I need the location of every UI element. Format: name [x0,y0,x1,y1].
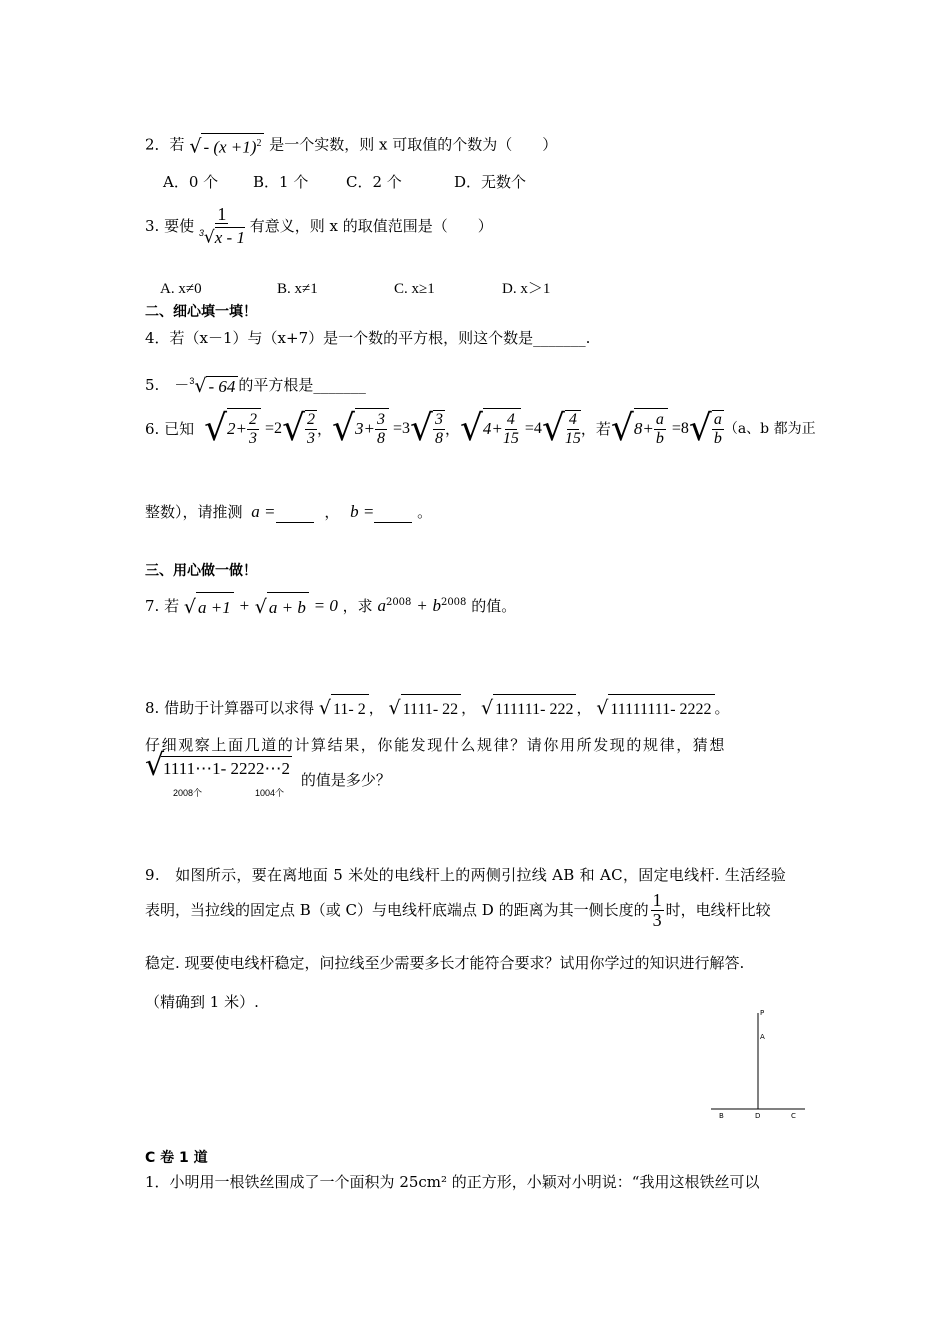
q2-option-b: B．1 个 [253,173,309,191]
label-p: P [760,1009,765,1017]
q2-radical: √ - $(x +1)^2$ [189,133,264,158]
q8-line2: 仔细观察上面几道的计算结果，你能发现什么规律？请你用所发现的规律，猜想 [145,736,727,754]
c1-stem: 1．小明用一根铁丝围成了一个面积为 25cm² 的正方形，小颖对小明说：“我用这根铁丝可以 [145,1173,760,1191]
q8-stem: 8. 借助于计算器可以求得 √ 11- 2 ， √ 1111- 22 ， √ 111111- 222 ， √ 11111111- 2222 。 [145,693,730,725]
q4-stem: 4．若（x－1）与（x+7）是一个数的平方根，则这个数是_______. [145,329,591,347]
q8-line3: √ 1111⋯1- 2222⋯2 2008个 1004个 的值是多少？ [145,748,391,798]
q2-options [163,172,526,192]
label-c: C [791,1112,796,1120]
pole-diagram [705,1005,815,1130]
q6-stem: 6. 已知 √ 2 + $\frac{2}{3}$ =2 √ $\frac{2}{3}$ ， √ 3 + $\frac{3}{8}$ =3 √ $\frac{3}{8}$ ， √ 4 + $\frac{4}{15}$ =4 √ $\frac{4}{15}$ ，若 √ 8 + $\frac{a}{b}$ =8 √ $\frac{a}{b}$ （a、b 都为正 [145,407,816,449]
q9-line2: 表明，当拉线的固定点 B（或 C）与电线杆底端点 D 的距离为其一侧长度的 $\frac{1}{3}$ 时，电线杆比较 [145,889,771,930]
q3-stem: 3. 要使 $\frac{1}{^3√x - 1}$ 有意义，则 x 的取值范围是（ ） [145,204,493,248]
q6-line2: 整数），请推测 a = ， b = 。 [145,502,433,521]
q7-stem: 7. 若 √ a +1 + √ a + b = 0 ，求 $a^{2008} + b^{2008}$ 的值。 [145,588,516,623]
q6-answer-a[interactable] [276,502,314,523]
q6-answer-b[interactable] [374,502,412,523]
q2-option-d: D．无数个 [454,173,527,191]
q3-options: A. x≠0 B. x≠1 C. x≥1 D. x＞1 [160,281,551,297]
q3-fraction: $\frac{1}{^3√x - 1}$ [198,204,245,248]
section-solve: 三、用心做一做！ [145,563,257,579]
section-c: C 卷 1 道 [145,1150,208,1166]
section-fill-in: 二、细心填一填！ [145,304,257,320]
q2-option-c: C．2 个 [346,173,402,191]
label-d: D [755,1112,761,1120]
label-b: B [719,1112,724,1120]
label-a: A [760,1033,765,1041]
q9-line1: 9. 如图所示，要在离地面 5 米处的电线杆上的两侧引拉线 AB 和 AC，固定电线杆. 生活经验 [145,866,787,884]
q2-option-a: A．0 个 [163,173,219,191]
q9-line4: （精确到 1 米）. [145,993,259,1011]
q9-line3: 稳定. 现要使电线杆稳定，问拉线至少需要多长才能符合要求？试用你学过的知识进行解答. [145,954,745,972]
q2-stem: 2．若 √ - $(x +1)^2$ 是一个实数，则 x 可取值的个数为（ ） [145,133,557,158]
q5-stem: 5. －$^3$√ - 64 的平方根是_______ [145,374,366,397]
